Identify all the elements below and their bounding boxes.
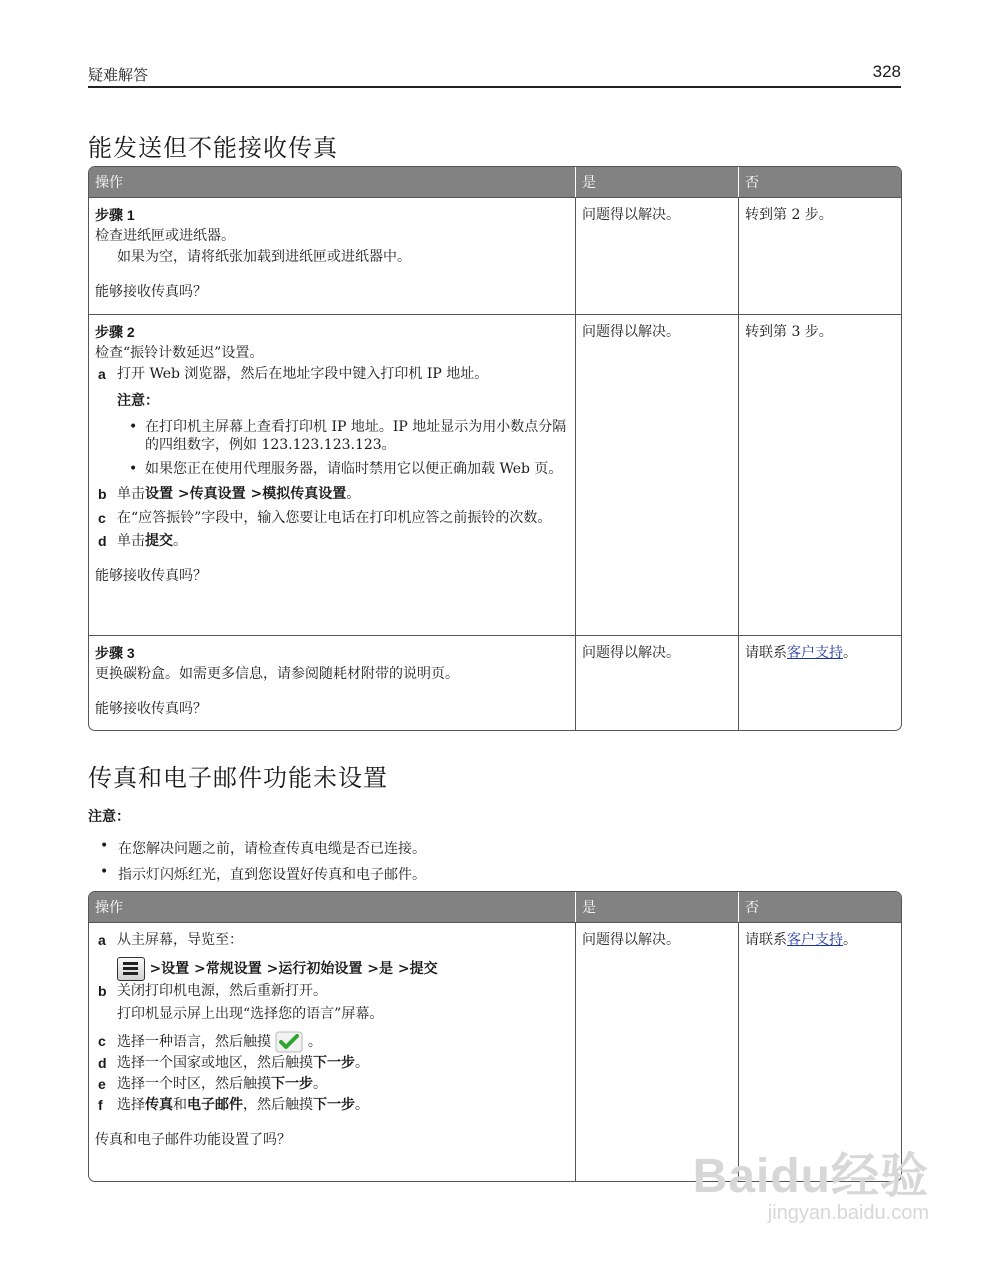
setup-sub-b-note: 打印机显示屏上出现“选择您的语言”屏幕。: [117, 1006, 384, 1022]
table-row: [89, 314, 901, 635]
table-header: [89, 892, 901, 922]
customer-support-link[interactable]: 客户支持: [787, 645, 843, 661]
step2-bullet: • 在打印机主屏幕上查看打印机 IP 地址。IP 地址显示为用小数点分隔的四组数字，例如 123.123.123.123。: [95, 418, 569, 454]
col-no: 否: [738, 167, 901, 197]
setup-sub-b: b 关闭打印机电源，然后重新打开。: [98, 983, 327, 999]
table-header: [89, 167, 901, 197]
fax-receive-table: [88, 166, 902, 731]
step3-title: 步骤 3: [95, 645, 135, 661]
col-action: 操作: [89, 892, 575, 922]
step2-action: [89, 314, 575, 635]
step2-sub-b: b 单击设置 >传真设置 >模拟传真设置。: [98, 486, 361, 502]
table-row: [89, 197, 901, 314]
checkmark-icon: [275, 1031, 303, 1053]
step2-bullet: • 如果您正在使用代理服务器，请临时禁用它以便正确加载 Web 页。: [95, 460, 569, 478]
setup-sub-a: a 从主屏幕，导览至：: [98, 932, 243, 948]
step1-question: 能够接收传真吗？: [95, 284, 207, 300]
setup-action: [89, 922, 575, 1181]
step2-sub-a: a 打开 Web 浏览器，然后在地址字段中键入打印机 IP 地址。: [98, 366, 489, 382]
step2-title: 步骤 2: [95, 324, 135, 340]
step1-action: [89, 197, 575, 314]
setup-question: 传真和电子邮件功能设置了吗？: [95, 1132, 291, 1148]
table-row: [89, 635, 901, 730]
section2-note-item: • 指示灯闪烁红光，直到您设置好传真和电子邮件。: [88, 864, 426, 884]
step3-line1: 更换碳粉盒。如需更多信息，请参阅随耗材附带的说明页。: [95, 666, 459, 682]
step2-sub-d: d 单击提交。: [98, 533, 187, 549]
col-no: 否: [738, 892, 901, 922]
setup-sub-f: f 选择传真和电子邮件，然后触摸下一步。: [98, 1097, 369, 1113]
setup-yes: 问题得以解决。: [575, 922, 738, 1181]
col-action: 操作: [89, 167, 575, 197]
step3-no: 请联系客户支持。: [738, 635, 901, 730]
step2-yes: 问题得以解决。: [575, 314, 738, 635]
step2-note-label: 注意：: [117, 393, 159, 409]
page-number: 328: [872, 62, 901, 81]
section2-note-label: 注意：: [88, 809, 130, 825]
step1-line2: 如果为空，请将纸张加载到进纸匣或进纸器中。: [117, 249, 411, 265]
step3-action: [89, 635, 575, 730]
step1-title: 步骤 1: [95, 207, 135, 223]
setup-no: 请联系客户支持。: [738, 922, 901, 1181]
col-yes: 是: [575, 892, 738, 922]
watermark-brand: Baidu经验: [692, 1150, 929, 1203]
step2-no: 转到第 3 步。: [738, 314, 901, 635]
section2-title: 传真和电子邮件功能未设置: [88, 764, 388, 792]
step2-line1: 检查“振铃计数延迟”设置。: [95, 345, 264, 361]
step2-sub-c: c 在“应答振铃”字段中，输入您要让电话在打印机应答之前振铃的次数。: [98, 510, 552, 526]
section2-notes: [88, 806, 426, 884]
setup-sub-d: d 选择一个国家或地区，然后触摸下一步。: [98, 1055, 369, 1071]
step1-line1: 检查进纸匣或进纸器。: [95, 228, 235, 244]
step1-yes: 问题得以解决。: [575, 197, 738, 314]
setup-path: >设置 >常规设置 >运行初始设置 >是 >提交: [95, 957, 569, 981]
section-label: 疑难解答: [88, 66, 149, 84]
step2-question: 能够接收传真吗？: [95, 568, 207, 584]
step3-question: 能够接收传真吗？: [95, 701, 207, 717]
menu-icon: [117, 957, 145, 981]
watermark: [693, 1137, 929, 1225]
section2-note-item: • 在您解决问题之前，请检查传真电缆是否已连接。: [88, 838, 426, 858]
step1-no: 转到第 2 步。: [738, 197, 901, 314]
setup-sub-e: e 选择一个时区，然后触摸下一步。: [98, 1076, 327, 1092]
setup-sub-c: c 选择一种语言，然后触摸 。: [95, 1031, 569, 1053]
watermark-url: jingyan.baidu.com: [767, 1202, 929, 1224]
step3-yes: 问题得以解决。: [575, 635, 738, 730]
section1-title: 能发送但不能接收传真: [88, 134, 338, 162]
customer-support-link[interactable]: 客户支持: [787, 932, 843, 948]
page-header: [88, 64, 901, 88]
col-yes: 是: [575, 167, 738, 197]
